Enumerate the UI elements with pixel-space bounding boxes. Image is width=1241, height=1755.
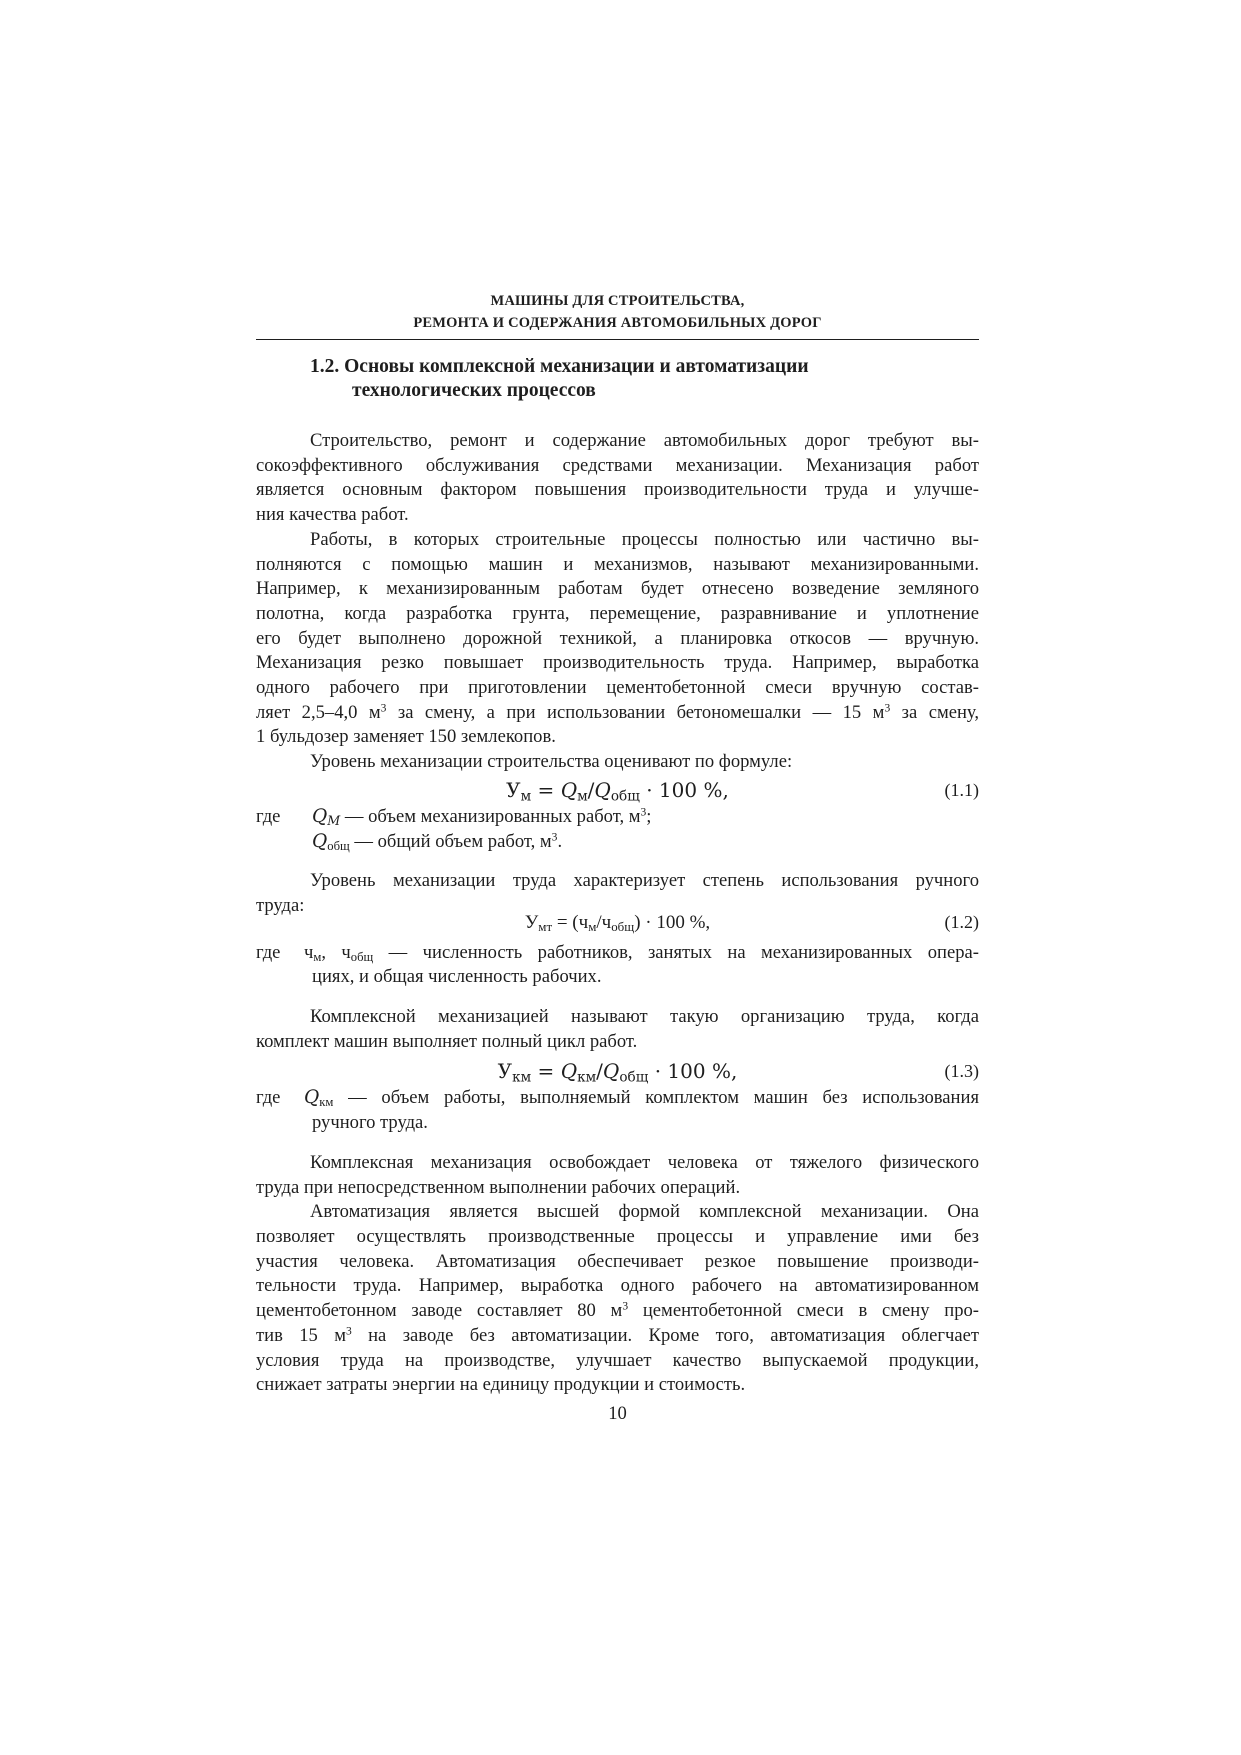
text-fragment: цементобетонном заводе составляет 80 м [256, 1300, 623, 1322]
superscript: 3 [380, 702, 387, 715]
formula-symbol: У [524, 911, 539, 933]
formula-symbol: Q [602, 1059, 620, 1084]
formula-expression [525, 908, 710, 938]
formula-subscript: км [577, 1069, 597, 1086]
text-line: Работы, в которых строительные процессы полностью или частично вы- [310, 528, 979, 550]
formula-operator: = [531, 777, 561, 802]
text-line [256, 1324, 979, 1349]
text-line [256, 1299, 979, 1324]
superscript: 3 [884, 702, 891, 715]
formula-number: (1.3) [944, 1061, 979, 1082]
text-line [312, 805, 979, 830]
section-title-line-1: 1.2. Основы комплексной механизации и автоматизации [310, 356, 809, 377]
text-fragment: за смену, [890, 701, 979, 723]
text-fragment: — объем работы, выполняемый комплектом машин без использования [333, 1087, 979, 1109]
text-line: полотна, когда разработка грунта, перемещение, разравнивание и уплотнение [256, 602, 979, 624]
text-line: ручного труда. [312, 1112, 428, 1134]
text-line [304, 941, 979, 966]
formula-subscript: общ [610, 788, 640, 805]
formula-1-2 [256, 907, 979, 937]
formula-operator: = (ч [552, 911, 589, 933]
formula-subscript: общ [350, 949, 374, 964]
text-fragment: цементобетонной смеси в смену про- [628, 1300, 979, 1322]
text-line: позволяет осуществлять производственные процессы и управление ими без [256, 1225, 979, 1247]
text-line: труда: [256, 894, 305, 916]
page-number: 10 [608, 1402, 627, 1424]
text-line: Комплексная механизация освобождает человека от тяжелого физического [310, 1151, 979, 1173]
text-fragment: — численность работников, занятых на механизированных опера- [373, 941, 979, 963]
formula-operator: / [596, 1059, 603, 1084]
formula-subscript: общ [619, 1069, 649, 1086]
text-line: комплект машин выполняет полный цикл работ. [256, 1030, 638, 1052]
formula-tail: · 100 %, [648, 1059, 738, 1084]
formula-operator: = [531, 1059, 561, 1084]
text-line: является основным фактором повышения производительности труда и улучше- [256, 479, 979, 501]
formula-subscript: км [319, 1095, 334, 1110]
text-line: сокоэффективного обслуживания средствами механизации. Механизация работ [256, 454, 979, 476]
formula-expression [506, 775, 729, 805]
text-line [256, 701, 979, 726]
text-fragment: на заводе без автоматизации. Кроме того, автоматизация облегчает [351, 1324, 979, 1346]
formula-tail: ) · 100 %, [634, 911, 711, 933]
paragraph-7 [256, 1200, 979, 1398]
formula-1-3 [256, 1056, 979, 1086]
formula-expression [498, 1056, 738, 1086]
formula-operator: / [587, 777, 595, 802]
formula-symbol: У [506, 777, 521, 802]
superscript: 3 [640, 806, 647, 819]
spacer [256, 854, 979, 869]
formula-subscript: M [327, 813, 341, 828]
formula-symbol: Q [560, 777, 578, 802]
text-line: Автоматизация является высшей формой комплексной механизации. Она [310, 1201, 979, 1223]
text-line: полняются с помощью машин и механизмов, называют механизированными. [256, 553, 979, 575]
text-line: Строительство, ремонт и содержание автомобильных дорог требуют вы- [310, 430, 979, 451]
text-line: Уровень механизации труда характеризует степень использования ручного [310, 870, 979, 892]
text-line: условия труда на производстве, улучшает качество выпускаемой продукции, [256, 1349, 979, 1371]
text-fragment: — объем механизированных работ, м [340, 805, 641, 827]
section-title [256, 355, 979, 403]
text-line: его будет выполнено дорожной техникой, а планировка откосов — вручную. [256, 627, 979, 649]
text-fragment: тив 15 м [256, 1324, 346, 1346]
where-body [256, 941, 979, 990]
text-fragment: ляет 2,5–4,0 м [256, 701, 381, 723]
formula-subscript: м [577, 788, 588, 805]
formula-symbol: ч [304, 941, 314, 963]
text-line: циях, и общая численность рабочих. [312, 966, 602, 988]
where-keyword: где [256, 941, 281, 963]
superscript: 3 [551, 831, 558, 844]
running-header-line-2: РЕМОНТА И СОДЕРЖАНИЯ АВТОМОБИЛЬНЫХ ДОРОГ [413, 315, 822, 331]
text-line: труда при непосредственном выполнении рабочих операций. [256, 1176, 741, 1198]
text-line: Комплексной механизацией называют такую организацию труда, когда [310, 1006, 979, 1028]
running-header [256, 290, 979, 334]
text-line [304, 1086, 979, 1111]
where-block-2 [256, 941, 979, 990]
text-line: Например, к механизированным работам будет отнесено возведение земляного [256, 578, 979, 600]
formula-symbol: У [497, 1059, 513, 1084]
text-fragment: . [557, 830, 563, 852]
section-title-line-2: технологических процессов [352, 380, 596, 401]
formula-subscript: км [512, 1069, 532, 1086]
formula-symbol: Q [560, 1059, 578, 1084]
text-line: одного рабочего при приготовлении цементобетонной смеси вручную состав- [256, 677, 979, 699]
superscript: 3 [345, 1325, 352, 1338]
formula-operator: /ч [596, 911, 612, 933]
spacer [256, 990, 979, 1005]
paragraph-1 [256, 429, 979, 528]
text-line: Механизация резко повышает производительность труда. Например, выработка [256, 652, 979, 674]
where-keyword: где [256, 1087, 281, 1109]
paragraph-5 [256, 1005, 979, 1054]
where-block-3 [256, 1086, 979, 1135]
where-block-1 [256, 805, 979, 854]
text-fragment: — общий объем работ, м [349, 830, 552, 852]
text-line: участия человека. Автоматизация обеспечивает резкое повышение производи- [256, 1250, 979, 1272]
formula-subscript: м [588, 918, 597, 934]
formula-symbol: Q [312, 805, 328, 827]
formula-subscript: мт [538, 918, 553, 934]
where-keyword: где [256, 805, 281, 827]
where-body [256, 1086, 979, 1135]
text-fragment: ; [646, 805, 652, 827]
where-body [256, 805, 979, 854]
formula-subscript: м [313, 949, 322, 964]
paragraph-6 [256, 1151, 979, 1200]
formula-number: (1.2) [944, 911, 979, 932]
text-line: снижает затраты энергии на единицу продукции и стоимость. [256, 1374, 746, 1396]
formula-symbol: Q [304, 1087, 320, 1109]
formula-symbol: Q [594, 777, 611, 802]
spacer [256, 1136, 979, 1151]
paragraph-2 [256, 528, 979, 750]
formula-1-1 [256, 775, 979, 805]
text-line: тельности труда. Например, выработка одного рабочего на автоматизированном [256, 1275, 979, 1297]
text-line: 1 бульдозер заменяет 150 землекопов. [256, 726, 556, 748]
formula-subscript: общ [327, 838, 350, 853]
formula-subscript: общ [611, 918, 635, 934]
text-line [312, 830, 979, 855]
paragraph-3 [256, 750, 979, 775]
formula-symbol: , ч [321, 941, 351, 963]
superscript: 3 [622, 1300, 629, 1313]
running-header-line-1: МАШИНЫ ДЛЯ СТРОИТЕЛЬСТВА, [490, 293, 745, 309]
text-line: ния качества работ. [256, 504, 409, 526]
formula-tail: · 100 %, [639, 777, 729, 802]
text-fragment: за смену, а при использовании бетономешалки — 15 м [386, 701, 885, 723]
formula-subscript: м [520, 788, 532, 805]
formula-symbol: Q [312, 830, 328, 852]
text-line: Уровень механизации строительства оценивают по формуле: [310, 751, 793, 773]
formula-number: (1.1) [944, 779, 979, 800]
header-rule [256, 339, 979, 340]
document-page [256, 290, 979, 1426]
